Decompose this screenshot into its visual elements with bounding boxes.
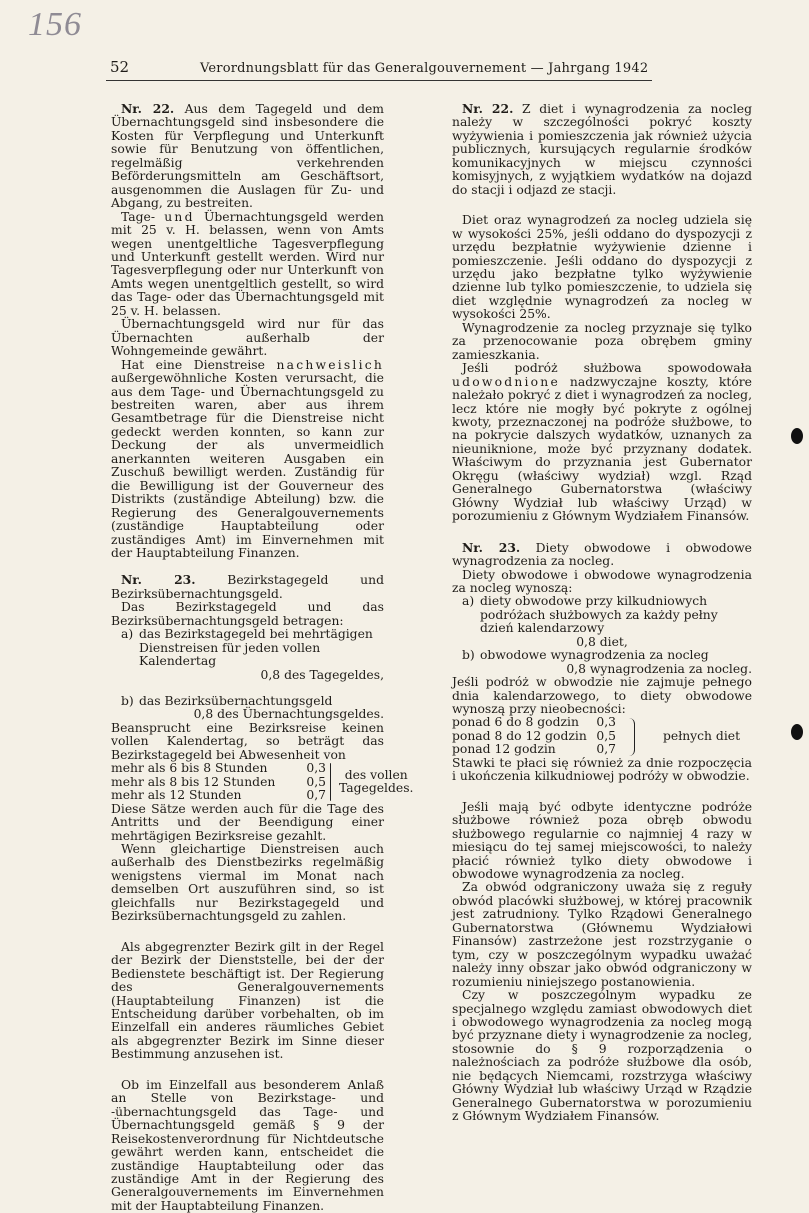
pl-paragraph-6: Stawki te płaci się również za dnie rozpoczęcia i ukończenia kilkudniowej podróży w obwodzie.	[452, 755, 752, 784]
de-paragraph-2	[111, 211, 384, 319]
de-paragraph-8: Als abgegrenzter Bezirk gilt in der Regel der Bezirk der Dienststelle, bei der der Bedienstete beschäftigt ist. Der Regierung des Generalgouvernements (Hauptabteilung Finanzen) ist die Entscheidung darüber vorbehalten, ob im Einzelfall ein anderes räumliches Gebiet als abgegrenzter Bezirk im Sinne dieser Bestimmung anzusehen ist.	[111, 939, 384, 1062]
de-item-b-text: das Bezirksübernachtungsgeld	[139, 694, 333, 709]
brace	[330, 763, 331, 801]
de-paragraph-7: Wenn gleichartige Dienstreisen auch außerhalb des Dienstbezirks regelmäßig wenigstens viermal im Monat nach demselben Ort auszuführen sind, so ist gleichfalls nur Bezirkstagegeld und Bezirksübernachtungsgeld zu zahlen.	[111, 842, 384, 924]
polish-column	[452, 102, 752, 1124]
pl-item-b-text: obwodowe wynagrodzenia za nocleg	[480, 648, 709, 663]
de-row-3-value: 0,7	[306, 788, 326, 803]
table-row	[452, 743, 616, 756]
de-paragraph-3: Übernachtungsgeld wird nur für das Übernachten außerhalb der Wohngemeinde gewährt.	[111, 317, 384, 359]
table-row	[452, 730, 616, 743]
header-rule	[106, 80, 652, 81]
de-row-2-value: 0,5	[306, 774, 326, 789]
page-header	[110, 58, 652, 76]
de-section-23-intro: Das Bezirkstagegeld und das Bezirksübernachtungsgeld betragen:	[111, 600, 384, 628]
pl-paragraph-9: Czy w poszczególnym wypadku ze specjalnego względu zamiast obwodowych diet i obwodowego wynagrodzenia za nocleg mogą być przyznane diety i wynagrodzenie za nocleg, stosownie do § 9 rozporządzenia o należnościach za podróże służbowe dla osób, nie będących Niemcami, rozstrzyga właściwy Główny Wydział lub właściwy Urząd w Rządzie Generalnego Gubernatorstwa w porozumieniu z Głównym Wydziałem Finansów.	[452, 988, 752, 1124]
de-item-a-text: das Bezirkstagegeld bei mehrtägigen Dienstreisen für jeden vollen Kalendertag	[139, 627, 373, 669]
pl-paragraph-3: Wynagrodzenie za nocleg przyznaje się tylko za przenocowanie poza obrębem gminy zamieszkania.	[452, 320, 752, 362]
pl-p4-lead: Jeśli podróż służbowa spowodowała	[462, 361, 752, 376]
handwritten-page-annotation: 156	[28, 6, 82, 43]
de-item-a-label: a)	[121, 627, 134, 642]
pl-row-3-value: 0,7	[596, 742, 616, 757]
de-item-b-label: b)	[121, 694, 134, 709]
de-row-3-label: mehr als 12 Stunden	[111, 788, 242, 803]
de-rate-table	[111, 761, 414, 803]
de-section-22	[111, 102, 384, 211]
de-p2-lead: Tage-	[121, 209, 156, 224]
pl-item-a-value: 0,8 diet,	[576, 634, 628, 649]
pl-row-3-label: ponad 12 godzin	[452, 742, 556, 757]
de-section-23	[111, 573, 384, 601]
de-row-2-label: mehr als 8 bis 12 Stunden	[111, 774, 276, 789]
de-brace-label-1: des vollen	[344, 768, 408, 783]
pl-section-23-title: Diety obwodowe i obwodowe wynagrodzenia za nocleg.	[452, 540, 752, 569]
pl-row-1-value: 0,3	[596, 715, 616, 730]
table-row	[452, 716, 616, 729]
table-row	[111, 762, 326, 775]
de-paragraph-5: Beansprucht eine Bezirksreise keinen vollen Kalendertag, so beträgt das Bezirkstagegeld bei Abwesenheit von	[111, 720, 384, 762]
de-section-22-number: Nr. 22.	[121, 101, 175, 116]
de-section-23-number: Nr. 23.	[121, 572, 196, 588]
pl-section-22	[452, 102, 752, 197]
pl-rate-table	[452, 716, 752, 756]
pl-item-b-value: 0,8 wynagrodzenia za nocleg.	[566, 661, 752, 676]
pl-brace-label: pełnych diet	[663, 729, 741, 744]
pl-section-23-number: Nr. 23.	[462, 539, 521, 555]
pl-paragraph-7: Jeśli mają być odbyte identyczne podróże służbowe również poza obręb obwodu służbowego regularnie co najmniej 4 razy w miesiącu do tej samej miejscowości, to należy płacić również tylko diety obwodowe i obwodowe wynagrodzenia za nocleg.	[452, 799, 752, 882]
pl-paragraph-2: Diet oraz wynagrodzeń za nocleg udziela się w wysokości 25%, jeśli oddano do dyspozycji z urzędu bezpłatnie wyżywienie dzienne i pomieszczenie. Jeśli oddano do dyspozycji z urzędu jako bezpłatne tylko wyżywienie dzienne lub tylko pomieszczenie, to udziela się diet względnie wynagrodzeń za nocleg w wysokości 25%.	[452, 213, 752, 322]
de-p4-text: außergewöhnliche Kosten verursacht, die aus dem Tage- und Übernachtungsgeld zu bestreiten waren, aber aus ihrem Gesamtbetrage für die Dienstreise nicht gedeckt werden konnten, so kann zur Deckung der als unvermeidlich anerkannten weiteren Ausgaben ein Zuschuß bewilligt werden. Zuständig für die Bewilligung ist der Gouverneur des Distrikts (zuständige Abteilung) bzw. die Regierung des Generalgouvernements (zuständige Hauptabteilung oder zuständiges Amt) im Einvernehmen mit der Hauptabteilung Finanzen.	[111, 371, 384, 560]
pl-paragraph-4	[452, 362, 752, 523]
de-p2-text: Übernachtungsgeld werden mit 25 v. H. belassen, wenn von Amts wegen unentgeltliche Tagesverpflegung und Unterkunft gestellt werden. Wird nur Tagesverpflegung oder nur Unterkunft von Amts wegen unentgeltlich gestellt, so wird das Tage- oder das Übernachtungsgeld mit 25 v. H. belassen.	[111, 209, 384, 318]
table-row	[111, 776, 326, 789]
ink-blot	[791, 428, 803, 444]
de-brace-label-2: Tagegeldes.	[339, 781, 414, 796]
de-item-b-value: 0,8 des Übernachtungsgeldes.	[193, 707, 384, 722]
pl-item-a	[452, 595, 752, 635]
pl-row-1-label: ponad 6 do 8 godzin	[452, 715, 579, 730]
pl-paragraph-5: Jeśli podróż w obwodzie nie zajmuje pełnego dnia kalendarzowego, to diety obwodowe wynoszą przy nieobecności:	[452, 675, 752, 717]
pl-paragraph-8: Za obwód odgraniczony uważa się z reguły obwód placówki służbowej, w której pracownik jest zatrudniony. Tylko Rządowi Generalnego Gubernatorstwa (Głównemu Wydziałowi Finansów) zastrzeżone jest rozstrzyganie o tym, czy w poszczególnym wypadku uważać należy inny obszar jako obwód odgraniczony w rozumieniu niniejszego postanowienia.	[452, 880, 752, 989]
de-paragraph-6: Diese Sätze werden auch für die Tage des Antritts und der Beendigung einer mehrtägigen Bezirksreise gezahlt.	[111, 801, 384, 843]
pl-section-23	[452, 541, 752, 569]
ink-blot	[791, 724, 803, 740]
gazette-title: Verordnungsblatt für das Generalgouvernement — Jahrgang 1942	[200, 61, 649, 76]
pl-row-2-value: 0,5	[596, 728, 616, 743]
de-p4-spaced: nachweislich	[276, 357, 384, 372]
brace	[626, 718, 635, 756]
pl-section-22-number: Nr. 22.	[462, 101, 514, 116]
de-item-a	[111, 628, 384, 668]
pl-item-b-label: b)	[462, 648, 475, 663]
pl-p4-text: nadzwyczajne koszty, które należało pokryć z diet i wynagrodzeń za nocleg, lecz które nie mogły być pokryte z ogólnej kwoty, przeznaczonej na podróże służbowe, to na pokrycie dalszych wydatków, uznanych za nieuniknione, może być przyznany dodatek. Właściwym do przyznania jest Gubernator Okręgu (właściwy wydział) wzgl. Rząd Generalnego Gubernatorstwa (właściwy Główny Wydział lub właściwy Urząd) w porozumieniu z Głównym Wydziałem Finansów.	[452, 374, 752, 524]
de-paragraph-4	[111, 359, 384, 561]
pl-row-2-label: ponad 8 do 12 godzin	[452, 728, 587, 743]
pl-item-b	[452, 649, 752, 662]
german-column	[111, 101, 414, 1213]
page-number: 52	[110, 58, 130, 76]
de-p2-spaced: und	[164, 209, 195, 224]
pl-item-a-label: a)	[462, 594, 475, 609]
pl-p4-spaced: udowodnione	[452, 374, 560, 389]
de-p4-lead: Hat eine Dienstreise	[121, 357, 265, 372]
de-item-a-value: 0,8 des Tagegeldes,	[260, 667, 384, 682]
de-brace-label	[339, 769, 413, 795]
pl-section-23-intro: Diety obwodowe i obwodowe wynagrodzenia za nocleg wynoszą:	[452, 567, 752, 595]
de-section-23-title: Bezirkstagegeld und Bezirksübernachtungsgeld.	[111, 573, 384, 601]
pl-section-22-text: Z diet i wynagrodzenia za nocleg należy w szczególności pokryć koszty wyżywienia i pomieszczenia jak również użycia publicznych, kursujących regularnie środków komunikacyjnych w miejscu czynności komisyjnych, z wyjątkiem wydatków na dojazd do stacji i odjazd ze stacji.	[452, 102, 752, 197]
pl-item-a-text: diety obwodowe przy kilkudniowych podróżach służbowych za każdy pełny dzień kalendarzowy	[480, 594, 718, 636]
de-paragraph-9: Ob im Einzelfall aus besonderem Anlaß an Stelle von Bezirkstage- und -übernachtungsgeld das Tage- und Übernachtungsgeld gemäß § 9 der Reisekostenverordnung für Nichtdeutsche gewährt werden kann, entscheidet die zuständige Hauptabteilung oder das zuständige Amt in der Regierung des Generalgouvernements im Einvernehmen mit der Hauptabteilung Finanzen.	[111, 1077, 384, 1213]
de-section-22-text: Aus dem Tagegeld und dem Übernachtungsgeld sind insbesondere die Kosten für Verpflegung und Unterkunft sowie für Benutzung von öffentlichen, regelmäßig verkehrenden Beförderungsmitteln am Geschäftsort, ausgenommen die Auslagen für Zu- und Abgang, zu bestreiten.	[111, 102, 384, 211]
de-row-1-value: 0,3	[306, 761, 326, 776]
de-row-1-label: mehr als 6 bis 8 Stunden	[111, 761, 268, 776]
table-row	[111, 789, 326, 802]
